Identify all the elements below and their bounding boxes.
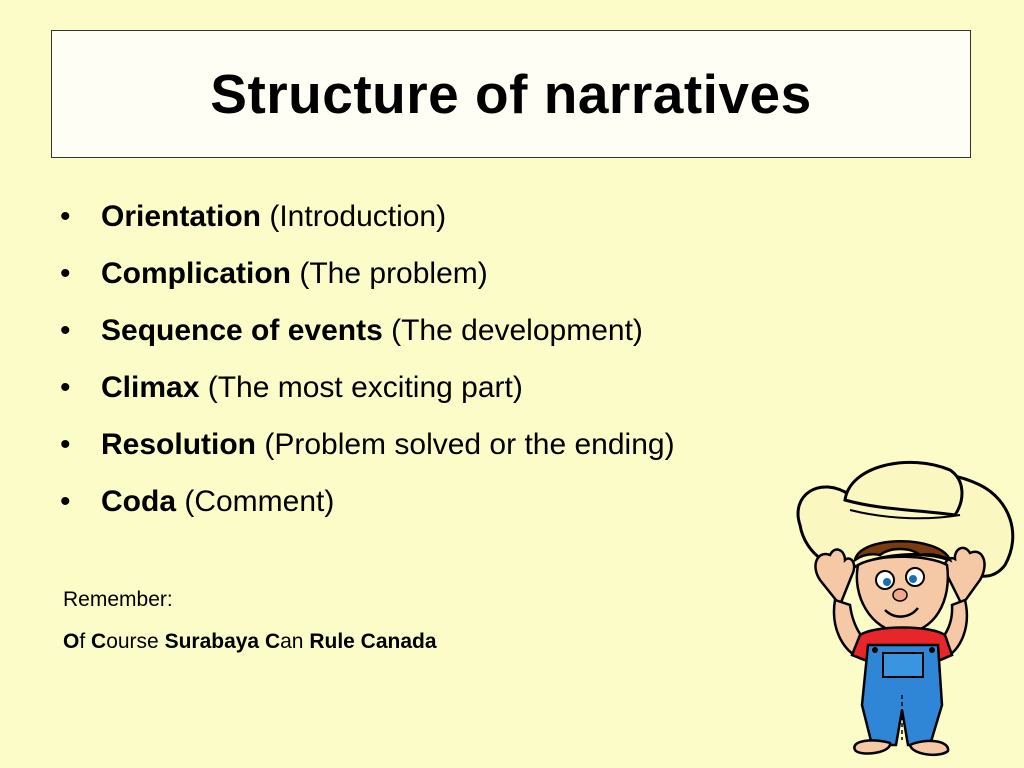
bullet-icon: • <box>60 200 71 233</box>
term: Resolution <box>101 428 256 461</box>
bullet-list <box>60 188 675 530</box>
description: (Problem solved or the ending) <box>264 428 675 461</box>
list-item <box>60 302 675 359</box>
term: Orientation <box>101 200 262 233</box>
mnemonic-rest: ourse <box>106 630 165 653</box>
mnemonic-line <box>63 630 437 654</box>
cartoon-boy-icon <box>790 455 1024 768</box>
left-hand <box>815 550 854 605</box>
list-item <box>60 416 675 473</box>
list-item <box>60 245 675 302</box>
description: (The most exciting part) <box>207 371 523 404</box>
left-foot <box>854 740 890 753</box>
mnemonic-initial: C <box>91 630 107 653</box>
bullet-icon: • <box>60 371 71 404</box>
mnemonic-rest: an <box>280 630 310 653</box>
mnemonic-initial: Rule Canada <box>309 630 437 653</box>
list-item <box>60 188 675 245</box>
slide-title: Structure of narratives <box>210 63 812 125</box>
list-item <box>60 359 675 416</box>
mnemonic-initial: Surabaya C <box>164 630 281 653</box>
bullet-icon: • <box>60 428 71 461</box>
bullet-icon: • <box>60 485 71 518</box>
remember-label: Remember: <box>63 588 173 611</box>
term: Coda <box>101 485 176 518</box>
right-foot <box>910 741 948 755</box>
mnemonic-rest: f <box>79 630 92 653</box>
description: (Introduction) <box>269 200 447 233</box>
bullet-icon: • <box>60 257 71 290</box>
description: (The development) <box>391 314 643 347</box>
term: Complication <box>101 257 292 290</box>
list-item <box>60 473 675 530</box>
mnemonic-initial: O <box>63 630 80 653</box>
title-box <box>51 30 971 158</box>
term: Sequence of events <box>101 314 383 347</box>
description: (Comment) <box>184 485 335 518</box>
bullet-icon: • <box>60 314 71 347</box>
term: Climax <box>101 371 200 404</box>
description: (The problem) <box>299 257 488 290</box>
